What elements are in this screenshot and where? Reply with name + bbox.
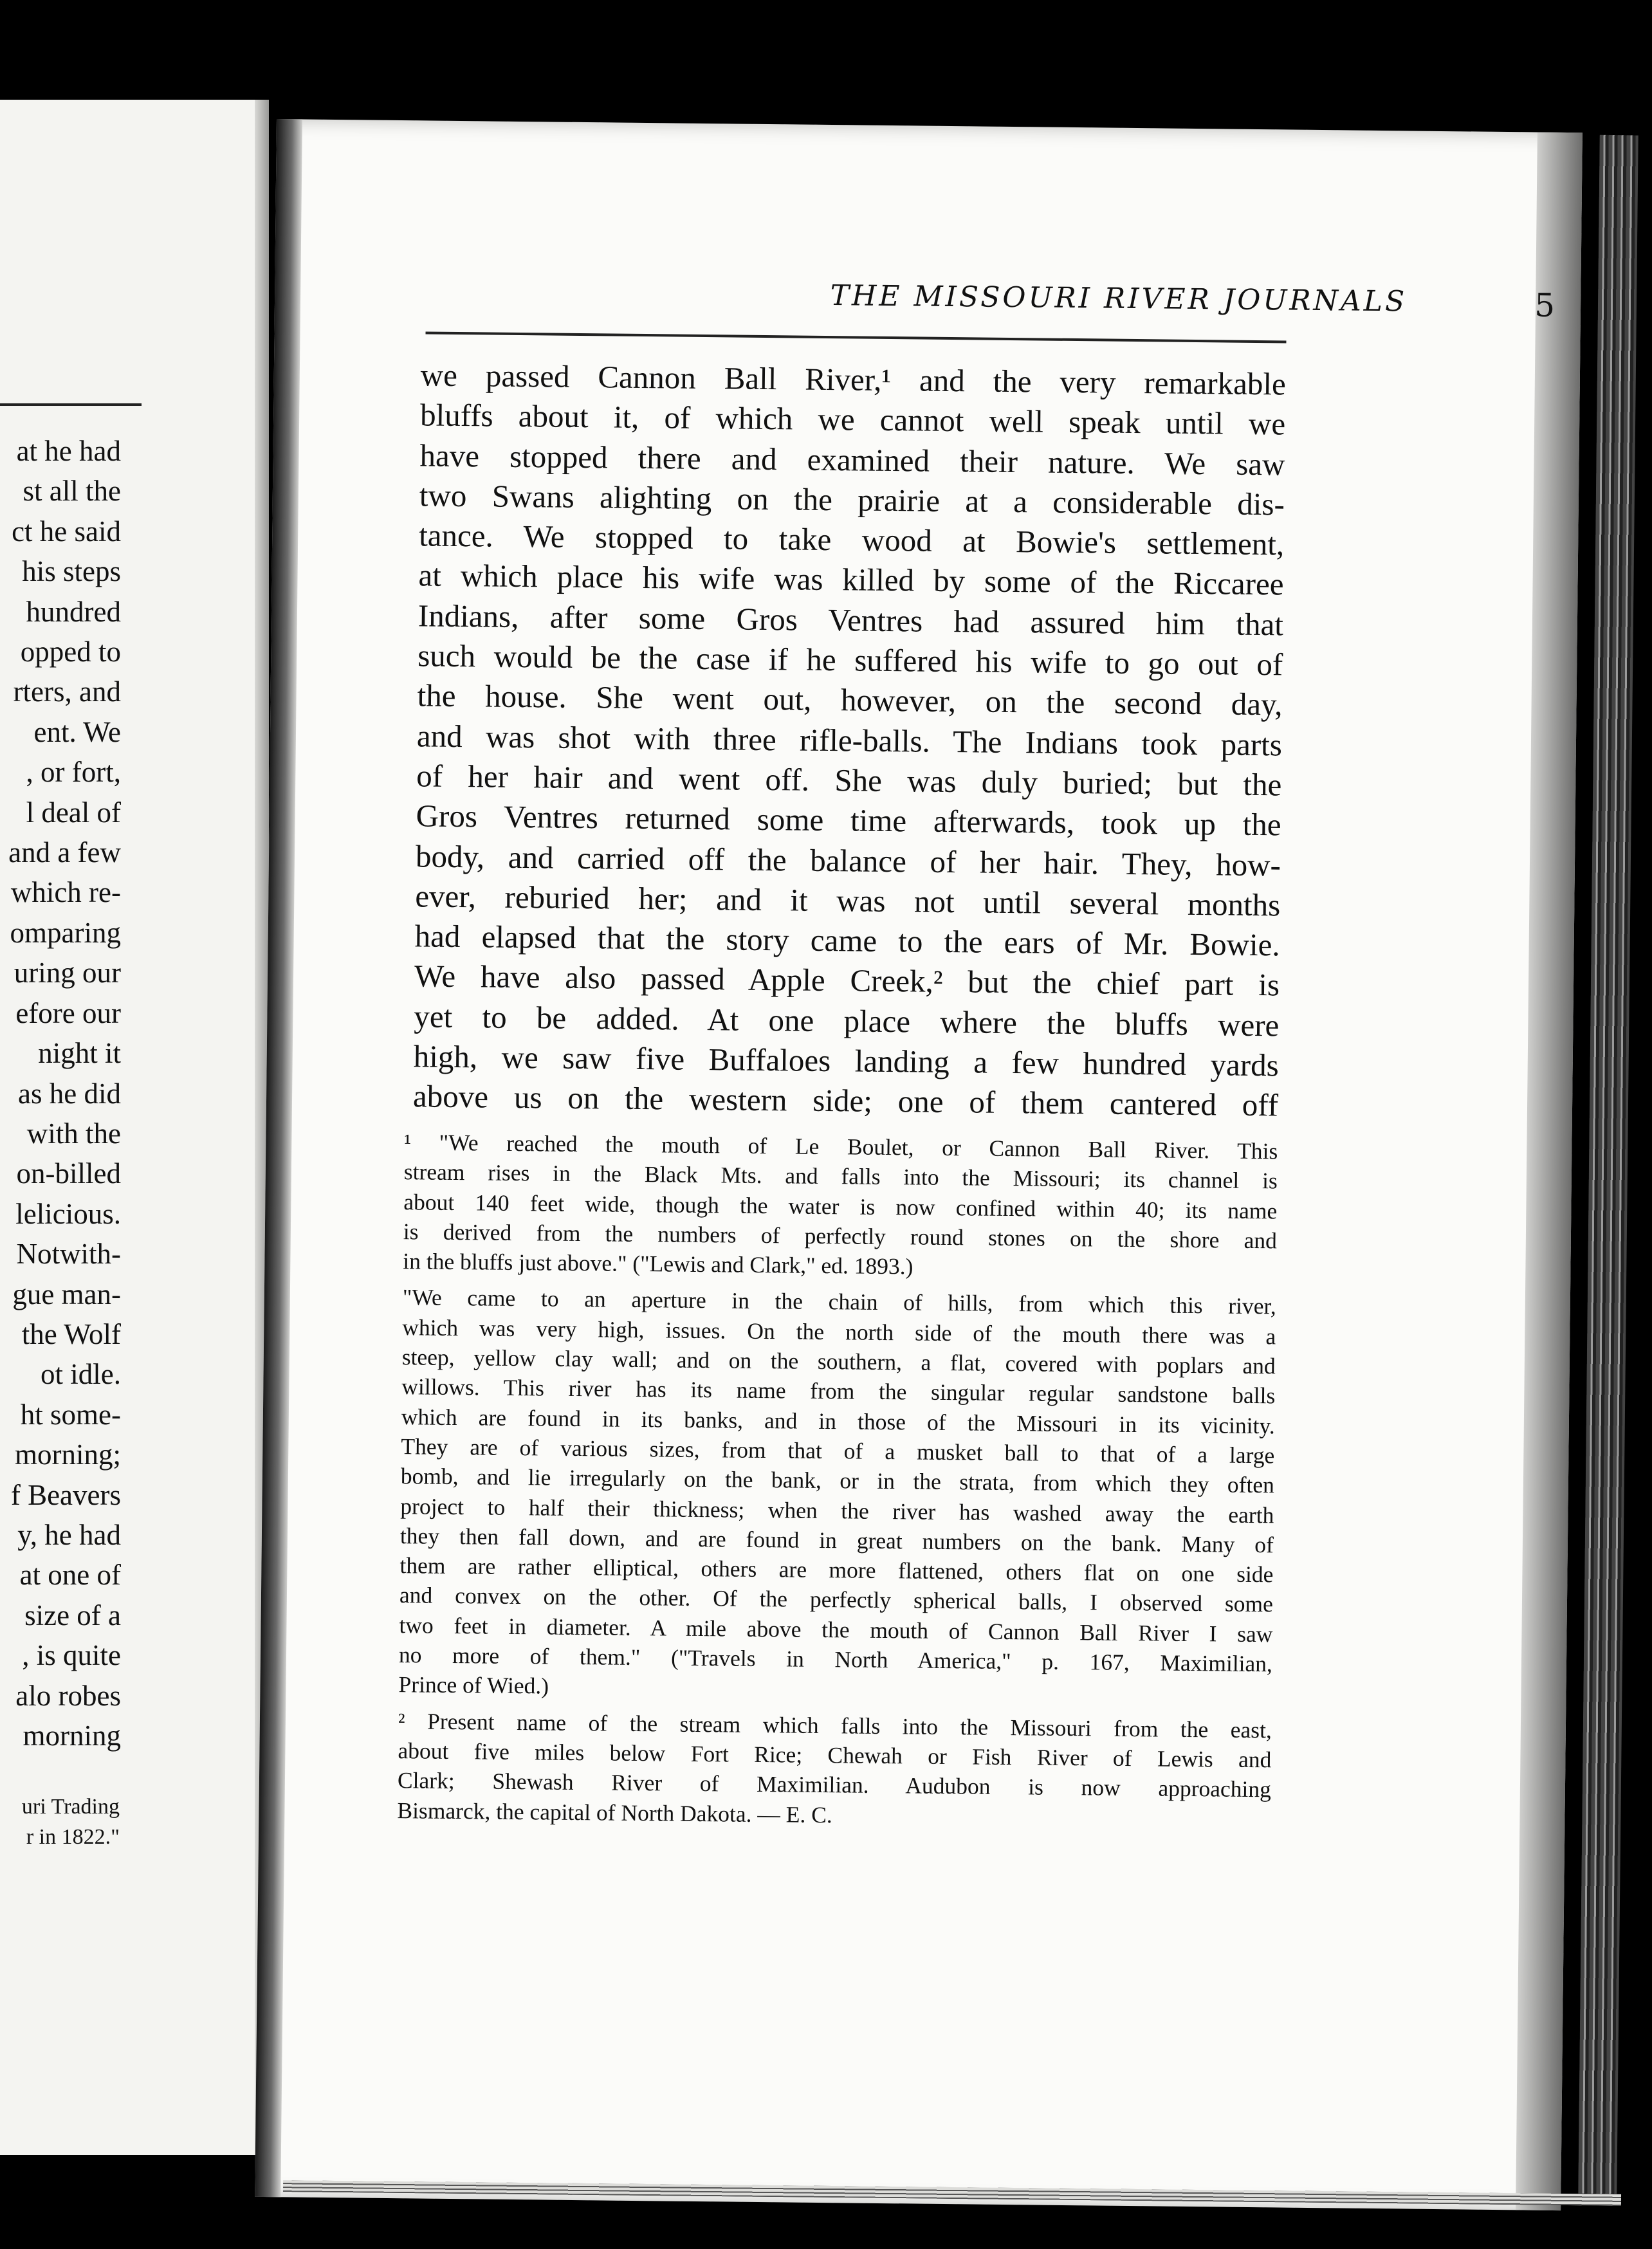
left-line: f Beavers bbox=[10, 1478, 121, 1511]
main-page bbox=[255, 119, 1583, 2210]
body-line: above us on the western side; one of them cantered off bbox=[412, 1078, 1279, 1123]
footnote-1b-line: them are rather elliptical, others are more flattened, others flat on one side bbox=[399, 1552, 1274, 1588]
body-line: Indians, after some Gros Ventres had assured him that bbox=[418, 598, 1284, 643]
footnote-1b-line: which are found in its banks, and in those of the Missouri in its vicinity. bbox=[401, 1403, 1276, 1439]
body-line: we passed Cannon Ball River,¹ and the very remarkable bbox=[420, 357, 1287, 402]
left-line: at one of bbox=[19, 1559, 121, 1592]
body-line: the house. She went out, however, on the second day, bbox=[417, 677, 1283, 722]
body-line: We have also passed Apple Creek,² but the chief part is bbox=[414, 958, 1280, 1003]
left-line: uring our bbox=[14, 957, 121, 989]
page-edge-shadow bbox=[1516, 133, 1583, 2211]
body-line: tance. We stopped to take wood at Bowie's settlement, bbox=[418, 517, 1285, 562]
left-facing-page bbox=[0, 100, 269, 2155]
book-fore-edge bbox=[1578, 135, 1638, 2194]
left-line: , is quite bbox=[22, 1639, 121, 1672]
left-line: y, he had bbox=[17, 1518, 121, 1551]
footnote-2-line: ² Present name of the stream which falls into the Missouri from the east, bbox=[398, 1707, 1272, 1743]
footnote-1-line: stream rises in the Black Mts. and falls into the Missouri; its channel is bbox=[403, 1159, 1278, 1194]
body-line: body, and carried off the balance of her hair. They, how- bbox=[415, 838, 1281, 883]
left-line: with the bbox=[26, 1117, 121, 1150]
footnote-1b-line: bomb, and lie irregularly on the bank, or in the strata, from which they often bbox=[400, 1463, 1275, 1498]
footnote-1b-line: project to half their thickness; when the river has washed away the earth bbox=[400, 1492, 1274, 1528]
body-line: have stopped there and examined their nature. We saw bbox=[419, 437, 1285, 482]
footnote-2-line: about five miles below Fort Rice; Chewah or Fish River of Lewis and bbox=[398, 1738, 1272, 1773]
left-footnote-line: r in 1822." bbox=[26, 1825, 120, 1849]
body-line: bluffs about it, of which we cannot well speak until we bbox=[419, 397, 1286, 442]
running-head: THE MISSOURI RIVER JOURNALS bbox=[830, 279, 1408, 318]
footnote-1b-line: Prince of Wied.) bbox=[398, 1671, 549, 1699]
left-line: night it bbox=[38, 1037, 121, 1070]
left-line: ent. We bbox=[33, 715, 121, 748]
left-line: his steps bbox=[22, 555, 121, 588]
footnote-1b-line: and convex on the other. Of the perfectly spherical balls, I observed some bbox=[399, 1582, 1274, 1617]
left-page-head-rule bbox=[0, 403, 142, 406]
left-line: hundred bbox=[26, 595, 121, 628]
footnote-1b-line: no more of them." ("Travels in North America," p. 167, Maximilian, bbox=[398, 1642, 1273, 1677]
footnote-1-line: ¹ "We reached the mouth of Le Boulet, or Cannon Ball River. This bbox=[404, 1129, 1278, 1164]
left-line: Notwith- bbox=[16, 1238, 121, 1271]
left-line: st all the bbox=[23, 475, 121, 508]
left-line: on-billed bbox=[16, 1157, 121, 1190]
body-line: and was shot with three rifle-balls. The Indians took parts bbox=[416, 718, 1283, 763]
body-line: had elapsed that the story came to the ears of Mr. Bowie. bbox=[414, 918, 1280, 963]
body-line: two Swans alighting on the prairie at a considerable dis- bbox=[419, 477, 1285, 522]
left-line: morning bbox=[23, 1720, 121, 1752]
page-number: 5 bbox=[1534, 286, 1556, 324]
left-line: alo robes bbox=[15, 1679, 121, 1712]
footnote-2-line: Bismarck, the capital of North Dakota. — E. C. bbox=[397, 1797, 832, 1828]
footnote-1b-line: they then fall down, and are found in great numbers on the bank. Many of bbox=[399, 1522, 1274, 1558]
body-line: ever, reburied her; and it was not until several months bbox=[415, 878, 1281, 923]
left-line: , or fort, bbox=[26, 756, 121, 789]
left-line: at he had bbox=[16, 435, 121, 467]
footnote-1b-line: willows. This river has its name from the singular regular sandstone balls bbox=[401, 1373, 1276, 1409]
footnote-1-line: in the bluffs just above." ("Lewis and Clark," ed. 1893.) bbox=[403, 1248, 913, 1280]
footnote-1-line: is derived from the numbers of perfectly round stones on the shore and bbox=[403, 1218, 1278, 1254]
body-line: high, we saw five Buffaloes landing a few hundred yards bbox=[413, 1038, 1279, 1083]
left-line: which re- bbox=[10, 876, 121, 909]
footnote-2-line: Clark; Shewash River of Maximilian. Audubon is now approaching bbox=[397, 1767, 1272, 1803]
body-line: of her hair and went off. She was duly buried; but the bbox=[416, 758, 1282, 803]
body-line: Gros Ventres returned some time afterwards, took up the bbox=[416, 798, 1281, 843]
left-line: omparing bbox=[10, 916, 121, 949]
left-line: rters, and bbox=[13, 675, 121, 708]
left-line: morning; bbox=[15, 1438, 121, 1471]
left-line: as he did bbox=[18, 1077, 121, 1110]
left-line: the Wolf bbox=[21, 1317, 121, 1350]
footnote-1b-line: They are of various sizes, from that of a musket ball to that of a large bbox=[401, 1433, 1275, 1469]
footnote-1b-line: "We came to an aperture in the chain of hills, from which this river, bbox=[402, 1284, 1276, 1319]
footnote-1b-line: which was very high, issues. On the north side of the mouth there was a bbox=[402, 1314, 1276, 1350]
left-line: ht some- bbox=[20, 1398, 121, 1431]
body-line: at which place his wife was killed by some of the Riccaree bbox=[418, 557, 1284, 602]
footnote-1b-line: steep, yellow clay wall; and on the southern, a flat, covered with poplars and bbox=[401, 1344, 1276, 1379]
footnote-1b-line: two feet in diameter. A mile above the mouth of Cannon Ball River I saw bbox=[399, 1611, 1273, 1648]
left-line: opped to bbox=[20, 636, 121, 668]
left-footnote-line: uri Trading bbox=[21, 1795, 120, 1819]
left-line: l deal of bbox=[26, 796, 121, 829]
left-line: size of a bbox=[24, 1599, 121, 1631]
body-line: such would be the case if he suffered his wife to go out of bbox=[417, 638, 1283, 683]
page-header bbox=[558, 277, 1556, 332]
left-line: gue man- bbox=[12, 1278, 121, 1310]
left-line: lelicious. bbox=[15, 1197, 121, 1230]
left-line: efore our bbox=[15, 996, 121, 1029]
body-text bbox=[413, 355, 1286, 1126]
left-line: ct he said bbox=[12, 515, 121, 547]
body-line: yet to be added. At one place where the bluffs were bbox=[414, 998, 1280, 1043]
left-line: ot idle. bbox=[41, 1358, 121, 1391]
footnotes bbox=[397, 1127, 1278, 1834]
footnote-1-line: about 140 feet wide, though the water is now confined within 40; its name bbox=[403, 1188, 1278, 1224]
left-page-text bbox=[0, 431, 121, 1756]
left-line: and a few bbox=[8, 836, 121, 869]
left-page-footnote bbox=[0, 1792, 120, 1852]
header-rule bbox=[426, 331, 1287, 343]
